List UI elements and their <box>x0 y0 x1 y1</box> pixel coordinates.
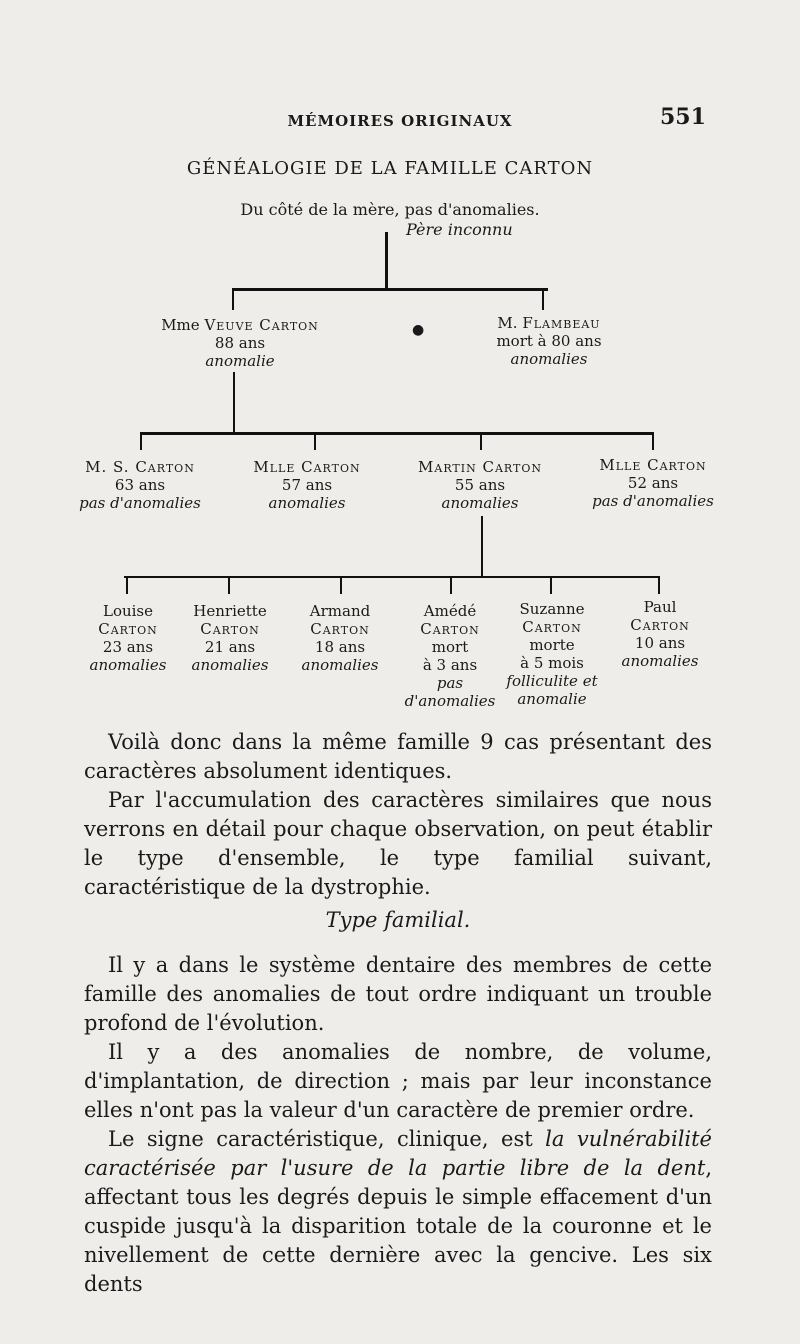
person-age: 63 ans <box>114 476 166 494</box>
person-mlle-carton-57 <box>232 458 382 512</box>
person-name: Mlle Carton <box>599 456 707 474</box>
paragraph: Par l'accumulation des caractères similaires que nous verrons en détail pour chaque observation, on peut établir le type d'ensemble, le type familial suivant, caractéristique de la dystrophie. <box>84 788 712 899</box>
genealogy-title: GÉNÉALOGIE DE LA FAMILLE CARTON <box>186 158 594 179</box>
person-status: anomalies <box>268 494 346 512</box>
person-first-name: Louise <box>102 602 154 620</box>
person-status: anomalies <box>441 494 519 512</box>
person-age: mort <box>431 638 469 656</box>
person-amede-carton <box>394 602 506 710</box>
tree-line <box>232 290 234 310</box>
person-first-name: Henriette <box>193 602 267 620</box>
person-suzanne-carton <box>500 600 604 708</box>
person-age: 21 ans <box>204 638 256 656</box>
person-status: pas d'anomalies <box>592 492 714 510</box>
person-age: 88 ans <box>214 334 266 352</box>
paragraph: Voilà donc dans la même famille 9 cas présentant des caractères absolument identiques. <box>84 730 712 783</box>
tree-line <box>140 434 142 450</box>
person-status: anomalie <box>205 352 275 370</box>
person-status: anomalies <box>621 652 699 670</box>
page-number: 551 <box>660 104 706 130</box>
tree-line <box>340 578 342 594</box>
person-status: à 5 mois <box>520 654 584 672</box>
person-extra: pas d'anomalies <box>404 674 496 710</box>
tree-line <box>124 576 660 578</box>
person-last-name: Carton <box>630 616 690 634</box>
person-first-name: Paul <box>643 598 677 616</box>
person-last-name: Carton <box>98 620 158 638</box>
mother-side-note: Du côté de la mère, pas d'anomalies. <box>240 200 540 219</box>
person-first-name: Armand <box>309 602 371 620</box>
person-status: anomalies <box>301 656 379 674</box>
paragraph: Il y a dans le système dentaire des membres de cette famille des anomalies de tout ordre indiquant un trouble profond de l'évolution. <box>84 953 712 1035</box>
person-louise-carton <box>78 602 178 674</box>
person-prefix: Mme <box>161 316 200 334</box>
person-extra: folliculite et anomalie <box>506 672 598 708</box>
person-status: anomalies <box>510 350 588 368</box>
person-age: 55 ans <box>454 476 506 494</box>
person-age: 18 ans <box>314 638 366 656</box>
tree-line <box>232 288 548 291</box>
person-status: anomalies <box>191 656 269 674</box>
section-heading: Type familial. <box>325 908 471 932</box>
tree-line <box>658 578 660 594</box>
person-armand-carton <box>290 602 390 674</box>
tree-line <box>480 434 482 450</box>
person-age: morte <box>529 636 575 654</box>
body-text <box>84 728 712 1299</box>
paragraph-text: , affectant tous les degrés depuis le simple effacement d'un cuspide jusqu'à la disparition totale de la couronne et le nivellement de cette dernière avec la gencive. Les six dents <box>84 1156 712 1296</box>
person-last-name: Carton <box>200 620 260 638</box>
person-mlle-carton-52 <box>568 456 738 510</box>
tree-line <box>233 372 235 432</box>
tree-line <box>542 290 544 310</box>
person-last-name: Carton <box>420 620 480 638</box>
person-status: pas d'anomalies <box>79 494 201 512</box>
person-ms-carton <box>60 458 220 512</box>
emphasis-text: la vulnérabilité caractérisée par l'usure de la partie libre de la dent <box>84 1127 712 1180</box>
person-age: 10 ans <box>634 634 686 652</box>
tree-line <box>450 578 452 594</box>
person-paul-carton <box>612 598 708 670</box>
person-age: 52 ans <box>627 474 679 492</box>
person-martin-carton <box>400 458 560 512</box>
person-first-name: Amédé <box>423 602 477 620</box>
person-name: Mlle Carton <box>253 458 361 476</box>
person-status: à 3 ans <box>422 656 478 674</box>
person-age: mort à 80 ans <box>496 332 602 350</box>
person-prefix: M. <box>497 314 518 332</box>
father-note: Père inconnu <box>406 220 513 239</box>
person-last-name: Carton <box>310 620 370 638</box>
person-name: Martin Carton <box>418 458 542 476</box>
person-age: 57 ans <box>281 476 333 494</box>
paragraph-text: Le signe caractéristique, clinique, est <box>108 1127 546 1151</box>
tree-line <box>140 432 654 435</box>
person-name: Veuve Carton <box>204 316 319 334</box>
running-head: MÉMOIRES ORIGINAUX <box>287 112 513 130</box>
person-status: anomalies <box>89 656 167 674</box>
person-henriette-carton <box>180 602 280 674</box>
person-first-name: Suzanne <box>519 600 585 618</box>
tree-line <box>228 578 230 594</box>
person-veuve-carton <box>140 316 340 370</box>
person-flambeau <box>454 314 644 368</box>
tree-line <box>481 516 483 576</box>
paragraph: Il y a des anomalies de nombre, de volume, d'implantation, de direction ; mais par leur inconstance elles n'ont pas la valeur d'un caractère de premier ordre. <box>84 1040 712 1122</box>
separator-mark: ● <box>412 322 425 338</box>
tree-line <box>126 578 128 594</box>
person-name: M. S. Carton <box>85 458 195 476</box>
tree-line <box>550 578 552 594</box>
tree-line <box>652 434 654 450</box>
tree-line <box>385 232 388 288</box>
tree-line <box>314 434 316 450</box>
person-name: Flambeau <box>522 314 601 332</box>
person-last-name: Carton <box>522 618 582 636</box>
person-age: 23 ans <box>102 638 154 656</box>
paragraph <box>84 1125 712 1299</box>
